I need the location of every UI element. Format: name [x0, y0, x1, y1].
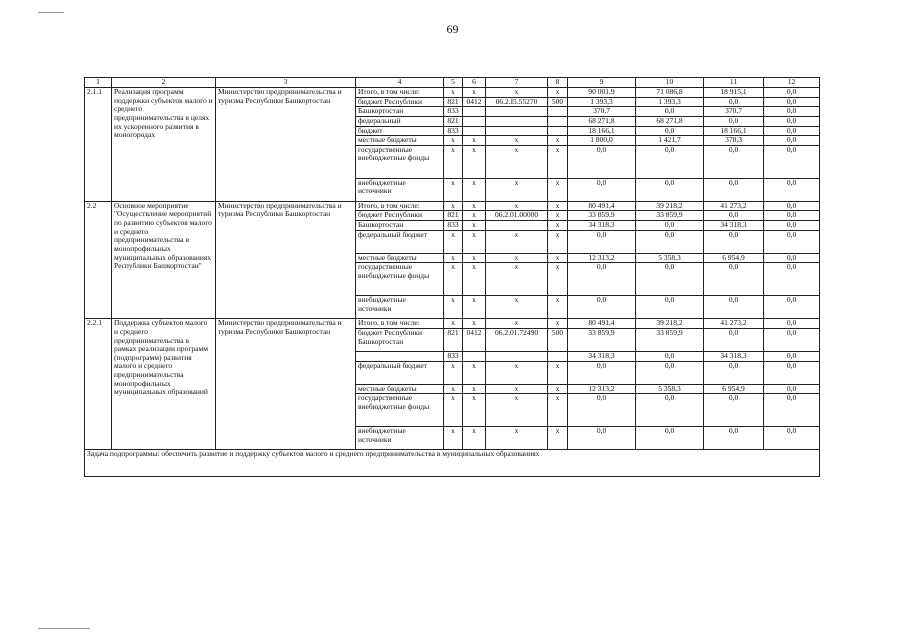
amount-year-3: 0,0: [764, 211, 820, 221]
grbs-code: х: [444, 319, 463, 329]
expense-type-code: х: [548, 361, 568, 384]
column-header-4: 4: [356, 78, 444, 88]
event-name: Поддержка субъектов малого и среднего предпринимательства в рамках реализации программ (подпрограмм) развития малого и среднего предпринимательства монопрофильных муниципальных образований: [112, 319, 216, 450]
amount-year-2: 0,0: [704, 116, 764, 126]
section-code: [463, 116, 486, 126]
amount-total: 34 318,3: [568, 351, 636, 361]
grbs-code: х: [444, 230, 463, 253]
section-code: х: [463, 136, 486, 146]
expense-type-code: х: [548, 178, 568, 201]
event-executor: Министерство предпринимательства и туризма Республики Башкортостан: [216, 319, 356, 450]
expense-type-code: х: [548, 221, 568, 231]
amount-year-2: 41 273,2: [704, 319, 764, 329]
target-article-code: х: [486, 427, 548, 450]
amount-total: 370,7: [568, 107, 636, 117]
amount-year-2: 0,0: [704, 263, 764, 296]
amount-year-1: 0,0: [636, 351, 704, 361]
amount-year-3: 0,0: [764, 116, 820, 126]
grbs-code: 833: [444, 351, 463, 361]
funding-source: местные бюджеты: [356, 253, 444, 263]
target-article-code: х: [486, 296, 548, 319]
column-header-3: 3: [216, 78, 356, 88]
target-article-code: 06.2.01.72490: [486, 328, 548, 351]
target-article-code: [486, 221, 548, 231]
amount-year-3: 0,0: [764, 394, 820, 427]
amount-year-3: 0,0: [764, 136, 820, 146]
funding-source: внебюджетные источники: [356, 427, 444, 450]
amount-year-2: 18 166,1: [704, 126, 764, 136]
event-number: 2.1.1: [85, 88, 112, 202]
funding-source: [356, 351, 444, 361]
funding-source: государственные внебюджетные фонды: [356, 394, 444, 427]
funding-source: федеральный: [356, 116, 444, 126]
amount-year-1: 39 218,2: [636, 319, 704, 329]
amount-year-2: 370,7: [704, 107, 764, 117]
expense-type-code: х: [548, 88, 568, 98]
column-header-2: 2: [112, 78, 216, 88]
amount-year-3: 0,0: [764, 296, 820, 319]
target-article-code: х: [486, 136, 548, 146]
section-code: х: [463, 361, 486, 384]
expense-type-code: х: [548, 201, 568, 211]
amount-total: 80 491,4: [568, 201, 636, 211]
column-header-12: 12: [764, 78, 820, 88]
section-code: х: [463, 221, 486, 231]
amount-year-3: 0,0: [764, 201, 820, 211]
grbs-code: х: [444, 361, 463, 384]
target-article-code: х: [486, 384, 548, 394]
section-code: х: [463, 384, 486, 394]
amount-year-3: 0,0: [764, 221, 820, 231]
amount-total: 0,0: [568, 394, 636, 427]
column-header-8: 8: [548, 78, 568, 88]
amount-year-1: 1 421,7: [636, 136, 704, 146]
column-header-10: 10: [636, 78, 704, 88]
grbs-code: х: [444, 296, 463, 319]
target-article-code: 06.2.I5.55270: [486, 97, 548, 107]
amount-year-3: 0,0: [764, 178, 820, 201]
column-header-11: 11: [704, 78, 764, 88]
expense-type-code: [548, 351, 568, 361]
amount-total: 0,0: [568, 230, 636, 253]
grbs-code: 833: [444, 107, 463, 117]
amount-year-2: 41 273,2: [704, 201, 764, 211]
section-code: 0412: [463, 97, 486, 107]
event-name: Основное мероприятие "Осуществление мероприятий по развитию субъектов малого и среднего предпринимательства в монопрофильных муниципальных образованиях Республики Башкортостан": [112, 201, 216, 319]
grbs-code: 821: [444, 97, 463, 107]
amount-year-1: 68 271,8: [636, 116, 704, 126]
expense-type-code: х: [548, 230, 568, 253]
grbs-code: 833: [444, 221, 463, 231]
expense-type-code: 500: [548, 328, 568, 351]
expense-type-code: х: [548, 394, 568, 427]
funding-source: бюджет: [356, 126, 444, 136]
table-row: [85, 88, 820, 98]
column-header-6: 6: [463, 78, 486, 88]
amount-year-1: 0,0: [636, 263, 704, 296]
amount-total: 0,0: [568, 361, 636, 384]
section-code: х: [463, 88, 486, 98]
target-article-code: х: [486, 319, 548, 329]
amount-year-3: 0,0: [764, 351, 820, 361]
expense-type-code: х: [548, 145, 568, 178]
funding-source: государственные внебюджетные фонды: [356, 263, 444, 296]
expense-type-code: [548, 116, 568, 126]
expense-type-code: х: [548, 253, 568, 263]
funding-source: федеральный бюджет: [356, 230, 444, 253]
amount-year-2: 0,0: [704, 394, 764, 427]
section-code: [463, 107, 486, 117]
section-code: х: [463, 211, 486, 221]
amount-total: 12 313,2: [568, 253, 636, 263]
amount-year-2: 34 318,3: [704, 221, 764, 231]
grbs-code: х: [444, 427, 463, 450]
expense-type-code: х: [548, 136, 568, 146]
amount-total: 0,0: [568, 296, 636, 319]
grbs-code: х: [444, 145, 463, 178]
column-header-row: [85, 78, 820, 88]
grbs-code: х: [444, 253, 463, 263]
column-header-7: 7: [486, 78, 548, 88]
amount-total: 0,0: [568, 263, 636, 296]
expense-type-code: [548, 107, 568, 117]
amount-year-3: 0,0: [764, 319, 820, 329]
grbs-code: х: [444, 88, 463, 98]
grbs-code: х: [444, 201, 463, 211]
funding-source: внебюджетные источники: [356, 296, 444, 319]
target-article-code: х: [486, 145, 548, 178]
funding-source: Итого, в том числе:: [356, 88, 444, 98]
column-header-5: 5: [444, 78, 463, 88]
amount-year-1: 71 086,8: [636, 88, 704, 98]
amount-total: 33 859,9: [568, 211, 636, 221]
expense-type-code: 500: [548, 97, 568, 107]
table-row: [85, 201, 820, 211]
target-article-code: [486, 351, 548, 361]
amount-year-2: 18 915,1: [704, 88, 764, 98]
amount-year-2: 0,0: [704, 97, 764, 107]
amount-year-2: 0,0: [704, 178, 764, 201]
grbs-code: 821: [444, 211, 463, 221]
funding-source: бюджет Республики Башкортостан: [356, 328, 444, 351]
grbs-code: 833: [444, 126, 463, 136]
section-code: х: [463, 263, 486, 296]
target-article-code: 06.2.01.00000: [486, 211, 548, 221]
amount-year-2: 378,3: [704, 136, 764, 146]
amount-year-3: 0,0: [764, 384, 820, 394]
amount-year-1: 0,0: [636, 145, 704, 178]
amount-year-1: 0,0: [636, 126, 704, 136]
amount-total: 0,0: [568, 427, 636, 450]
section-code: х: [463, 201, 486, 211]
amount-year-1: 0,0: [636, 361, 704, 384]
page-number: 69: [446, 22, 459, 36]
amount-year-1: 0,0: [636, 221, 704, 231]
section-code: х: [463, 145, 486, 178]
funding-source: бюджет Республики: [356, 97, 444, 107]
amount-year-2: 0,0: [704, 145, 764, 178]
section-code: 0412: [463, 328, 486, 351]
amount-total: 33 859,9: [568, 328, 636, 351]
target-article-code: х: [486, 178, 548, 201]
funding-source: Итого, в том числе:: [356, 319, 444, 329]
amount-total: 34 318,3: [568, 221, 636, 231]
amount-year-2: 0,0: [704, 211, 764, 221]
event-executor: Министерство предпринимательства и туризма Республики Башкортостан: [216, 88, 356, 202]
target-article-code: х: [486, 230, 548, 253]
funding-source: федеральный бюджет: [356, 361, 444, 384]
amount-year-1: 5 358,3: [636, 253, 704, 263]
amount-year-1: 39 218,2: [636, 201, 704, 211]
section-code: х: [463, 296, 486, 319]
amount-year-1: 0,0: [636, 394, 704, 427]
amount-year-2: 0,0: [704, 328, 764, 351]
target-article-code: х: [486, 361, 548, 384]
expense-type-code: х: [548, 319, 568, 329]
target-article-code: [486, 116, 548, 126]
event-name: Реализация программ поддержки субъектов малого и среднего предпринимательства в целях их ускоренного развития в моногородах: [112, 88, 216, 202]
amount-total: 1 800,0: [568, 136, 636, 146]
amount-year-3: 0,0: [764, 427, 820, 450]
target-article-code: [486, 126, 548, 136]
amount-total: 0,0: [568, 178, 636, 201]
amount-total: 90 001,9: [568, 88, 636, 98]
amount-year-1: 33 859,9: [636, 211, 704, 221]
expense-type-code: х: [548, 296, 568, 319]
amount-year-1: 0,0: [636, 107, 704, 117]
amount-year-1: 1 393,3: [636, 97, 704, 107]
amount-year-2: 6 954,9: [704, 253, 764, 263]
top-margin-mark: [38, 12, 64, 13]
section-code: х: [463, 178, 486, 201]
table-row: [85, 319, 820, 329]
funding-source: Башкортостан: [356, 107, 444, 117]
section-code: х: [463, 230, 486, 253]
column-header-9: 9: [568, 78, 636, 88]
target-article-code: х: [486, 394, 548, 427]
expense-type-code: [548, 126, 568, 136]
target-article-code: х: [486, 253, 548, 263]
amount-total: 18 166,1: [568, 126, 636, 136]
grbs-code: х: [444, 394, 463, 427]
amount-year-1: 33 859,9: [636, 328, 704, 351]
amount-year-3: 0,0: [764, 328, 820, 351]
amount-year-2: 6 954,9: [704, 384, 764, 394]
grbs-code: х: [444, 178, 463, 201]
amount-year-1: 0,0: [636, 230, 704, 253]
amount-year-3: 0,0: [764, 126, 820, 136]
grbs-code: 821: [444, 328, 463, 351]
grbs-code: х: [444, 263, 463, 296]
amount-year-3: 0,0: [764, 230, 820, 253]
event-executor: Министерство предпринимательства и туризма Республики Башкортостан: [216, 201, 356, 319]
funding-source: Итого, в том числе:: [356, 201, 444, 211]
target-article-code: х: [486, 88, 548, 98]
funding-source: Башкортостан: [356, 221, 444, 231]
amount-year-3: 0,0: [764, 361, 820, 384]
section-code: [463, 351, 486, 361]
amount-total: 80 491,4: [568, 319, 636, 329]
amount-year-1: 5 358,3: [636, 384, 704, 394]
amount-year-2: 0,0: [704, 296, 764, 319]
grbs-code: х: [444, 136, 463, 146]
amount-year-1: 0,0: [636, 296, 704, 319]
event-number: 2.2: [85, 201, 112, 319]
amount-year-1: 0,0: [636, 178, 704, 201]
funding-source: местные бюджеты: [356, 384, 444, 394]
amount-total: 1 393,3: [568, 97, 636, 107]
bottom-margin-mark: [38, 628, 90, 629]
funding-source: местные бюджеты: [356, 136, 444, 146]
expense-type-code: х: [548, 263, 568, 296]
subprogram-task: Задача подпрограммы: обеспечить развитие и поддержку субъектов малого и среднего предпринимательства в муниципальных образованиях: [85, 450, 820, 477]
event-number: 2.2.1: [85, 319, 112, 450]
budget-table: [84, 77, 820, 477]
amount-year-3: 0,0: [764, 107, 820, 117]
amount-year-3: 0,0: [764, 263, 820, 296]
amount-total: 0,0: [568, 145, 636, 178]
column-header-1: 1: [85, 78, 112, 88]
amount-year-2: 0,0: [704, 361, 764, 384]
target-article-code: [486, 107, 548, 117]
amount-year-3: 0,0: [764, 97, 820, 107]
target-article-code: х: [486, 201, 548, 211]
amount-year-3: 0,0: [764, 253, 820, 263]
amount-year-2: 0,0: [704, 230, 764, 253]
section-code: х: [463, 427, 486, 450]
amount-total: 12 313,2: [568, 384, 636, 394]
amount-total: 68 271,8: [568, 116, 636, 126]
amount-year-3: 0,0: [764, 88, 820, 98]
grbs-code: х: [444, 384, 463, 394]
funding-source: бюджет Республики: [356, 211, 444, 221]
section-code: х: [463, 253, 486, 263]
section-code: х: [463, 319, 486, 329]
amount-year-2: 34 318,3: [704, 351, 764, 361]
table-body: [85, 78, 820, 477]
expense-type-code: х: [548, 211, 568, 221]
funding-source: государственные внебюджетные фонды: [356, 145, 444, 178]
funding-source: внебюджетные источники: [356, 178, 444, 201]
section-code: х: [463, 394, 486, 427]
section-code: [463, 126, 486, 136]
amount-year-3: 0,0: [764, 145, 820, 178]
target-article-code: х: [486, 263, 548, 296]
expense-type-code: х: [548, 384, 568, 394]
amount-year-2: 0,0: [704, 427, 764, 450]
task-row: [85, 450, 820, 477]
expense-type-code: х: [548, 427, 568, 450]
amount-year-1: 0,0: [636, 427, 704, 450]
grbs-code: 821: [444, 116, 463, 126]
